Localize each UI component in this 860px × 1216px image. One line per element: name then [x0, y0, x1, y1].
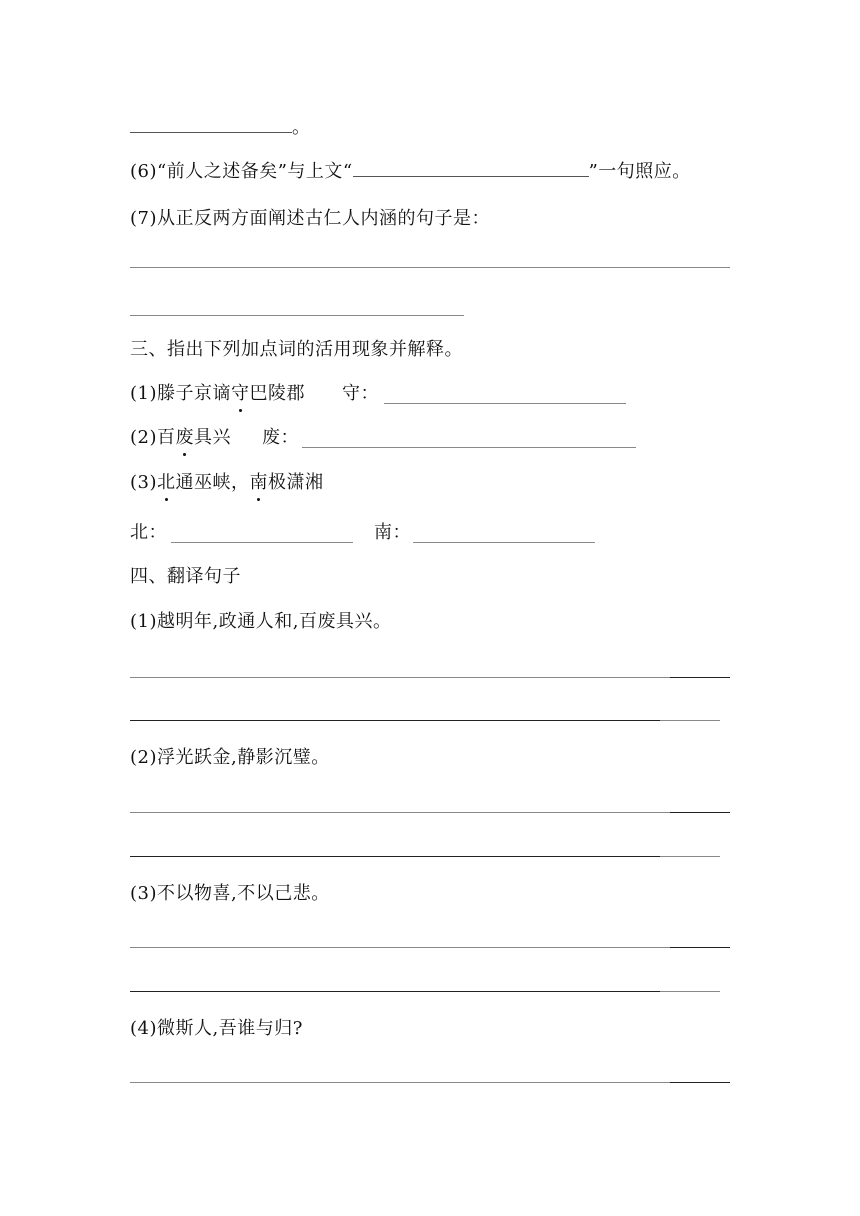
- dotted-word: 废: [175, 427, 194, 448]
- translation-1-line-1[interactable]: [130, 677, 670, 678]
- section-3-item-3: (3)北通巫峡，南极潇湘: [130, 472, 324, 493]
- translation-1-line-1-end: [670, 677, 730, 678]
- translation-1-line-2[interactable]: [130, 720, 660, 721]
- dotted-word: 北: [157, 472, 176, 493]
- translate-sentence-3: (3)不以物喜,不以己悲。: [130, 883, 330, 904]
- section-3-heading: 三、指出下列加点词的活用现象并解释。: [130, 339, 463, 360]
- question-7-answer-line-2[interactable]: [130, 315, 464, 316]
- translation-3-line-1[interactable]: [130, 947, 670, 948]
- question-7-answer-line-1[interactable]: [130, 267, 730, 268]
- question-7: (7)从正反两方面阐述古仁人内涵的句子是：: [130, 208, 490, 229]
- question-6-prefix: (6)“前人之述备矣”与上文“: [130, 161, 353, 182]
- translation-4-line-1[interactable]: [130, 1082, 670, 1083]
- section-3-item-2-blank[interactable]: [302, 447, 636, 448]
- question-6-suffix: ”一句照应。: [588, 161, 691, 182]
- answer-south-label: 南：: [374, 522, 411, 543]
- translation-1-line-2-end: [660, 720, 720, 721]
- translate-sentence-1: (1)越明年,政通人和,百废具兴。: [130, 611, 392, 632]
- question-6-blank[interactable]: [353, 160, 589, 177]
- translation-4-line-1-end: [670, 1082, 730, 1083]
- translation-2-line-2-end: [660, 856, 720, 857]
- translation-3-line-2-end: [660, 991, 720, 992]
- section-3-item-1-label: 守：: [342, 383, 379, 404]
- dotted-word: 南: [249, 472, 268, 493]
- translate-sentence-4: (4)微斯人,吾谁与归?: [130, 1018, 303, 1039]
- section-3-item-1-blank[interactable]: [384, 403, 626, 404]
- translation-2-line-1[interactable]: [130, 812, 670, 813]
- answer-blank[interactable]: [130, 116, 292, 133]
- translation-2-line-2[interactable]: [130, 856, 660, 857]
- question-6: [130, 160, 691, 184]
- section-3-item-2: (2)百废具兴: [130, 427, 231, 448]
- translation-3-line-1-end: [670, 947, 730, 948]
- translation-3-line-2[interactable]: [130, 991, 660, 992]
- section-4-heading: 四、翻译句子: [130, 566, 241, 587]
- previous-answer-line: 。: [130, 116, 311, 140]
- dotted-word: 守: [231, 383, 250, 404]
- answer-north-blank[interactable]: [171, 542, 353, 543]
- translate-sentence-2: (2)浮光跃金,静影沉璧。: [130, 747, 330, 768]
- translation-2-line-1-end: [670, 812, 730, 813]
- section-3-item-2-label: 废：: [262, 427, 299, 448]
- section-3-item-1: (1)滕子京谪守巴陵郡: [130, 383, 305, 404]
- answer-south-blank[interactable]: [413, 542, 595, 543]
- answer-north-label: 北：: [130, 522, 167, 543]
